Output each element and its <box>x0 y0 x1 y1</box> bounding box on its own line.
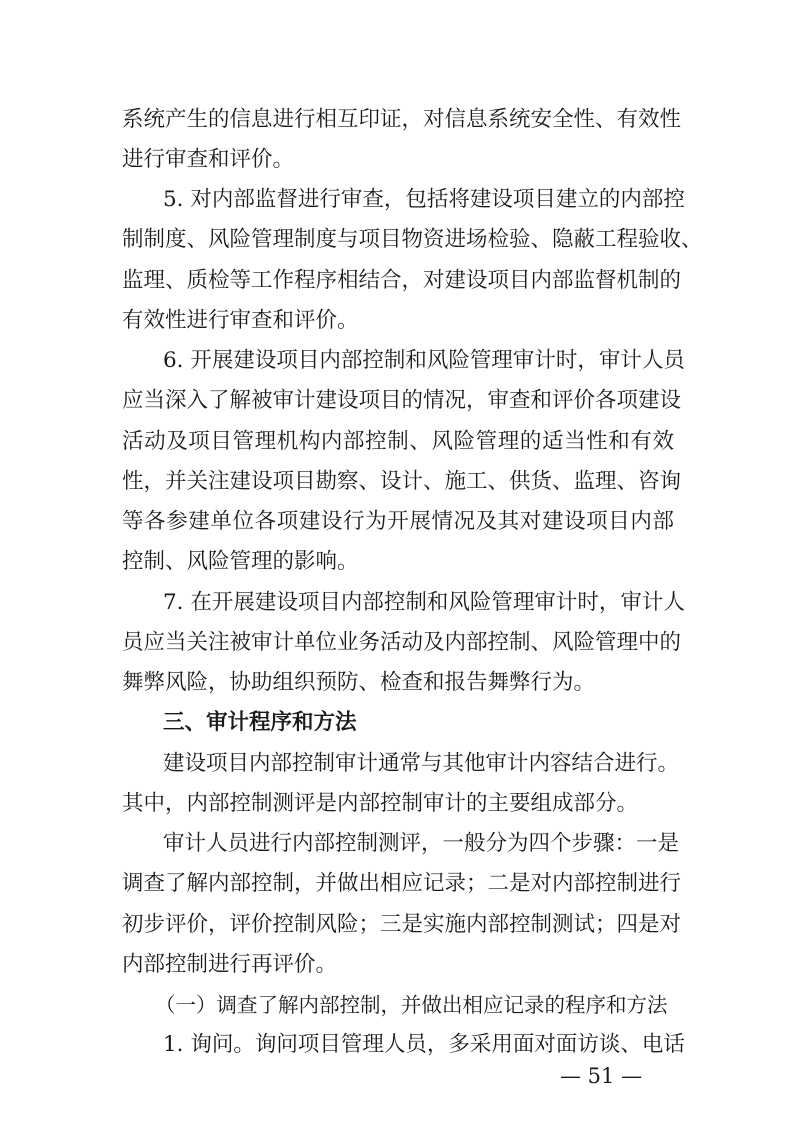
paragraph-line: 5. 对内部监督进行审查，包括将建设项目建立的内部控 <box>163 187 685 212</box>
paragraph-line: 活动及项目管理机构内部控制、风险管理的适当性和有效 <box>122 429 674 454</box>
paragraph-line: 监理、质检等工作程序相结合，对建设项目内部监督机制的 <box>122 268 682 293</box>
paragraph-line: 调查了解内部控制，并做出相应记录；二是对内部控制进行 <box>122 871 682 896</box>
paragraph-line: 初步评价，评价控制风险；三是实施内部控制测试；四是对 <box>122 912 682 937</box>
paragraph-line: 其中，内部控制测评是内部控制审计的主要组成部分。 <box>122 791 639 816</box>
paragraph-line: 建设项目内部控制审计通常与其他审计内容结合进行。 <box>163 751 680 776</box>
section-heading: 三、审计程序和方法 <box>163 710 357 735</box>
paragraph-line: 审计人员进行内部控制测评，一般分为四个步骤：一是 <box>163 831 680 856</box>
paragraph-line: 控制、风险管理的影响。 <box>122 549 359 574</box>
paragraph-line: 员应当关注被审计单位业务活动及内部控制、风险管理中的 <box>122 630 682 655</box>
paragraph-line: 等各参建单位各项建设行为开展情况及其对建设项目内部 <box>122 509 674 534</box>
subsection-heading: （一）调查了解内部控制，并做出相应记录的程序和方法 <box>155 993 668 1017</box>
paragraph-line: 内部控制进行再评价。 <box>122 952 338 977</box>
paragraph-line: 6. 开展建设项目内部控制和风险管理审计时，审计人员 <box>163 348 685 373</box>
paragraph-line: 有效性进行审查和评价。 <box>122 308 359 333</box>
paragraph-line: 应当深入了解被审计建设项目的情况，审查和评价各项建设 <box>122 388 682 413</box>
paragraph-line: 性，并关注建设项目勘察、设计、施工、供货、监理、咨询 <box>122 469 682 494</box>
paragraph-line: 1. 询问。询问项目管理人员，多采用面对面访谈、电话 <box>163 1032 685 1057</box>
page-number: — 51 — <box>560 1064 643 1088</box>
paragraph-line: 舞弊风险，协助组织预防、检查和报告舞弊行为。 <box>122 670 596 695</box>
paragraph-line: 制制度、风险管理制度与项目物资进场检验、隐蔽工程验收、 <box>122 227 703 252</box>
paragraph-line: 进行审查和评价。 <box>122 147 295 172</box>
paragraph-line: 系统产生的信息进行相互印证，对信息系统安全性、有效性 <box>122 107 682 132</box>
paragraph-line: 7. 在开展建设项目内部控制和风险管理审计时，审计人 <box>163 590 685 615</box>
